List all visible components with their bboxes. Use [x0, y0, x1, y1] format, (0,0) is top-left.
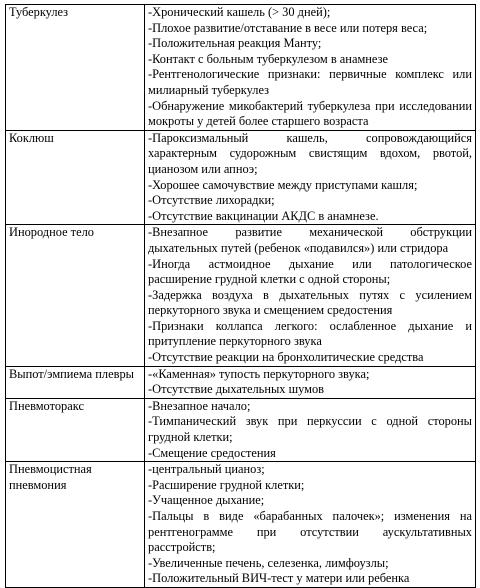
sign-item: -Тимпанический звук при перкуссии с одной стороны грудной клетки; — [148, 414, 472, 445]
table-row — [6, 5, 476, 131]
sign-item: -Отсутствие реакции на бронхолитические средства — [148, 350, 424, 365]
sign-item: -Увеличенные печень, селезенка, лимфоузлы; — [148, 555, 389, 570]
signs-cell — [145, 130, 476, 225]
disease-cell: Инородное тело — [6, 225, 145, 366]
signs-cell — [145, 225, 476, 366]
disease-cell: Туберкулез — [6, 5, 145, 131]
sign-item: -Отсутствие вакцинации АКДС в анамнезе. — [148, 208, 379, 223]
disease-cell: Пневмоторакс — [6, 398, 145, 461]
sign-item: -Признаки коллапса легкого: ослабленное дыхание и притупление перкуторного звука — [148, 318, 472, 349]
sign-item: -Хорошее самочувствие между приступами кашля; — [148, 177, 418, 192]
table-row — [6, 225, 476, 366]
sign-item: -Контакт с больным туберкулезом в анамнезе — [148, 51, 388, 66]
sign-item: -Плохое развитие/отставание в весе или потеря веса; — [148, 20, 428, 35]
table-row — [6, 462, 476, 588]
signs-cell — [145, 398, 476, 461]
sign-item: -Рентгенологические признаки: первичные комплекс или милиарный туберкулез — [148, 67, 472, 97]
sign-item: -центральный цианоз; — [148, 462, 265, 477]
differential-diagnosis-table — [5, 4, 476, 588]
sign-item: -Положительная реакция Манту; — [148, 36, 322, 51]
sign-item: -Отсутствие лихорадки; — [148, 193, 275, 208]
sign-item: -Внезапное начало; — [148, 398, 251, 413]
table-row — [6, 130, 476, 225]
signs-cell — [145, 462, 476, 588]
sign-item: -Иногда астмоидное дыхание или патологическое расширение грудной клетки с одной стороны; — [148, 256, 472, 287]
sign-item: -Смещение средостения — [148, 445, 276, 460]
disease-cell: Выпот/эмпиема плевры — [6, 366, 145, 398]
sign-item: -Пароксизмальный кашель, сопровождающийся характерным судорожным свистящим вдохом, рвотой, цианозом или апноэ; — [148, 130, 472, 176]
sign-item: -Отсутствие дыхательных шумов — [148, 382, 325, 397]
sign-item: -Задержка воздуха в дыхательных путях с усилением перкуторного звука и смещением средостения — [148, 287, 472, 318]
sign-item: -Учащенное дыхание; — [148, 493, 265, 508]
signs-cell — [145, 5, 476, 131]
sign-item: -Хронический кашель (> 30 дней); — [148, 5, 331, 19]
table-row — [6, 366, 476, 398]
sign-item: -Внезапное развитие механической обструкции дыхательных путей (ребенок «подавился») или стридора — [148, 225, 472, 255]
sign-item: -Расширение грудной клетки; — [148, 477, 305, 492]
disease-cell: Пневмоцистная пневмония — [6, 462, 145, 588]
table-body — [6, 5, 476, 588]
disease-cell: Коклюш — [6, 130, 145, 225]
sign-item: -«Каменная» тупость перкуторного звука; — [148, 366, 370, 381]
signs-cell — [145, 366, 476, 398]
sign-item: -Пальцы в виде «барабанных палочек»; изменения на рентгенограмме при отсутствии аускультативных расстройств; — [148, 509, 472, 555]
table-row — [6, 398, 476, 461]
sign-item: -Обнаружение микобактерий туберкулеза при исследовании мокроты у детей более старшего возраста — [148, 98, 472, 129]
sign-item: -Положительный ВИЧ-тест у матери или ребенка — [148, 571, 410, 586]
